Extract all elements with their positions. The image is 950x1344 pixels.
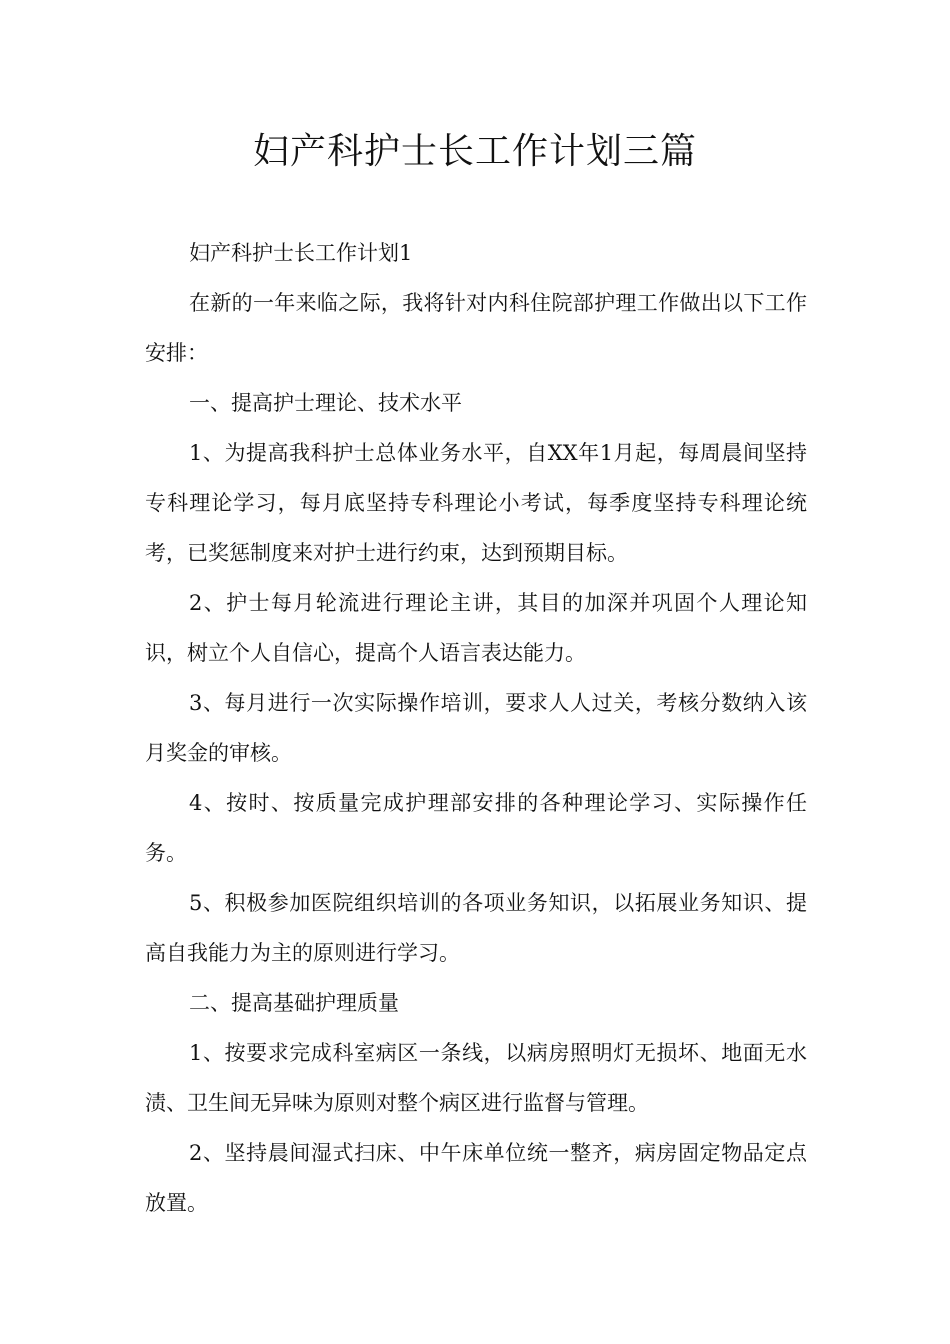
paragraph-item-3: 3、每月进行一次实际操作培训，要求人人过关，考核分数纳入该月奖金的审核。 bbox=[145, 691, 807, 765]
document-body bbox=[145, 228, 807, 1228]
paragraph-section-heading: 妇产科护士长工作计划1 bbox=[189, 241, 413, 265]
paragraph-item-2: 2、护士每月轮流进行理论主讲，其目的加深并巩固个人理论知识，树立个人自信心，提高个人语言表达能力。 bbox=[145, 591, 807, 665]
paragraph-item-5: 5、积极参加医院组织培训的各项业务知识，以拓展业务知识、提高自我能力为主的原则进行学习。 bbox=[145, 891, 807, 965]
paragraph-item-2-2: 2、坚持晨间湿式扫床、中午床单位统一整齐，病房固定物品定点放置。 bbox=[145, 1141, 807, 1215]
document-title: 妇产科护士长工作计划三篇 bbox=[252, 131, 697, 172]
paragraph-intro: 在新的一年来临之际，我将针对内科住院部护理工作做出以下工作安排： bbox=[145, 291, 807, 365]
paragraph-item-4: 4、按时、按质量完成护理部安排的各种理论学习、实际操作任务。 bbox=[145, 791, 807, 865]
paragraph-heading-one: 一、提高护士理论、技术水平 bbox=[189, 391, 462, 415]
paragraph-item-2-1: 1、按要求完成科室病区一条线，以病房照明灯无损坏、地面无水渍、卫生间无异味为原则对整个病区进行监督与管理。 bbox=[145, 1041, 807, 1115]
paragraph-item-1: 1、为提高我科护士总体业务水平，自XX年1月起，每周晨间坚持专科理论学习，每月底坚持专科理论小考试，每季度坚持专科理论统考，已奖惩制度来对护士进行约束，达到预期目标。 bbox=[145, 441, 807, 565]
paragraph-heading-two: 二、提高基础护理质量 bbox=[189, 991, 399, 1015]
